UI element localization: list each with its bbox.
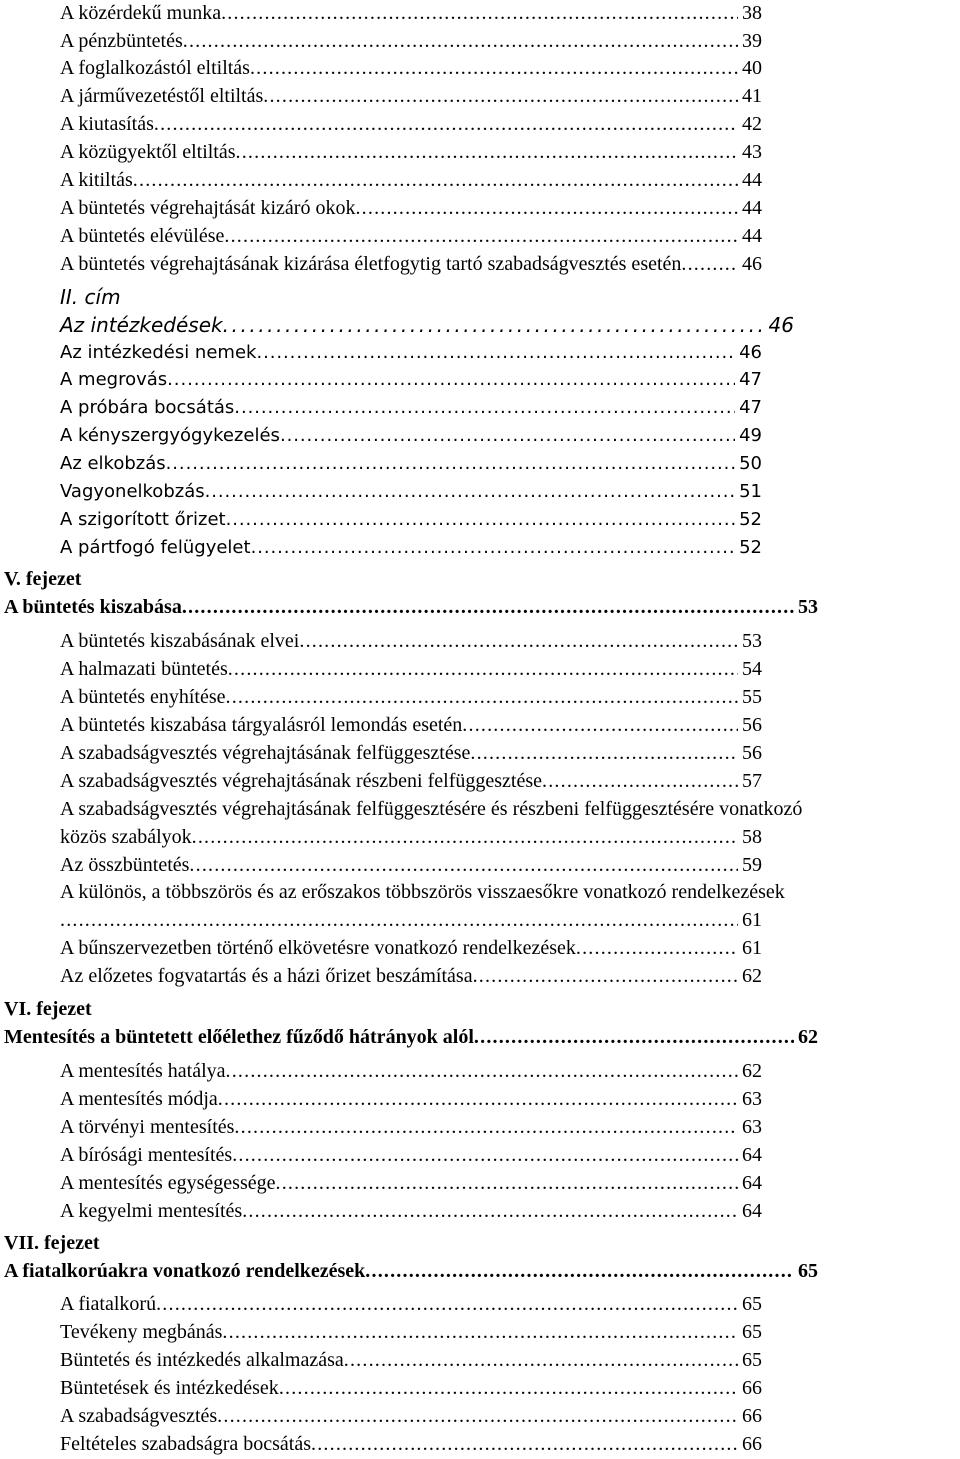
toc-entry-page: 53 (798, 596, 818, 618)
toc-entry-page: 55 (742, 686, 762, 708)
toc-entry-title: A pártfogó felügyelet (60, 537, 251, 558)
dot-leader (236, 139, 738, 165)
toc-entry (60, 907, 762, 933)
toc-entry (60, 740, 762, 766)
dot-leader (218, 1086, 738, 1112)
toc-entry-title: A szabadságvesztés végrehajtásának felfüggesztésére és részbeni felfüggesztésére vonatkozó (60, 798, 803, 820)
toc-entry-title: A bírósági mentesítés (60, 1144, 233, 1166)
toc-entry-title: V. fejezet (4, 568, 82, 590)
toc-entry-page: 44 (742, 169, 762, 191)
title-entry (60, 312, 794, 338)
toc-entry-title: A büntetés elévülése (60, 225, 225, 247)
dot-leader (224, 223, 738, 249)
toc-entry-page: 42 (742, 113, 762, 135)
toc-entry-title: Az összbüntetés (60, 854, 190, 876)
toc-entry-title: A közérdekű munka (60, 2, 222, 24)
toc-entry-page: 65 (798, 1260, 818, 1282)
toc-entry (60, 1086, 762, 1112)
toc-entry (60, 1142, 762, 1168)
toc-entry-page: 46 (742, 253, 762, 275)
dot-leader (474, 1024, 794, 1050)
toc-entry (60, 451, 762, 477)
toc-entry-page: 61 (742, 909, 762, 931)
toc-entry (60, 83, 762, 109)
dot-leader (242, 1198, 738, 1224)
toc-entry-page: 65 (742, 1321, 762, 1343)
toc-entry (60, 1114, 762, 1140)
dot-leader (167, 367, 735, 393)
toc-entry-page: 43 (742, 141, 762, 163)
toc-entry-title: A szabadságvesztés végrehajtásának felfüggesztése (60, 742, 471, 764)
dot-leader (355, 195, 738, 221)
toc-entry-page: 57 (742, 770, 762, 792)
dot-leader (542, 768, 738, 794)
dot-leader (344, 1347, 738, 1373)
dot-leader (462, 712, 738, 738)
toc-entry-title: A halmazati büntetés (60, 658, 228, 680)
toc-entry-page: 56 (742, 742, 762, 764)
dot-leader (299, 628, 738, 654)
toc-entry (60, 251, 762, 277)
toc-entry-page: 38 (742, 2, 762, 24)
toc-entry (60, 28, 762, 54)
toc-entry (60, 139, 762, 165)
toc-entry-page: 62 (742, 1060, 762, 1082)
dot-leader (154, 111, 738, 137)
toc-entry-title: A foglalkozástól eltiltás (60, 57, 250, 79)
toc-entry-title: Mentesítés a büntetett előélethez fűződő hátrányok alól (4, 1026, 474, 1048)
dot-leader (251, 535, 736, 561)
toc-entry-page: 65 (742, 1293, 762, 1315)
toc-entry-title: A megrovás (60, 369, 168, 390)
toc-entry (60, 479, 762, 505)
toc-entry-title: A járművezetéstől eltiltás (60, 85, 264, 107)
toc-entry (60, 824, 762, 850)
toc-entry-title: A fiatalkorú (60, 1293, 157, 1315)
dot-leader (223, 312, 765, 338)
toc-entry-page: 66 (742, 1433, 762, 1455)
toc-entry (60, 167, 762, 193)
dot-leader (221, 0, 738, 26)
toc-entry (60, 223, 762, 249)
toc-entry-title: A mentesítés egységessége (60, 1172, 276, 1194)
toc-entry (60, 423, 762, 449)
dot-leader (250, 55, 738, 81)
toc-entry-title: közös szabályok (60, 826, 192, 848)
dot-leader (234, 395, 735, 421)
toc-entry-page: 63 (742, 1116, 762, 1138)
toc-entry-page: 49 (739, 425, 762, 446)
toc-entry (60, 796, 802, 822)
toc-entry-title: II. cím (60, 285, 121, 309)
toc-entry-title: A büntetés végrehajtását kizáró okok (60, 197, 356, 219)
toc-entry-title: Az intézkedések (60, 313, 223, 337)
dot-leader (228, 656, 738, 682)
toc-entry-page: 62 (742, 965, 762, 987)
toc-entry (60, 1058, 762, 1084)
toc-entry-title: Tevékeny megbánás (60, 1321, 223, 1343)
chapter-heading (4, 566, 81, 592)
toc-entry (60, 111, 762, 137)
dot-leader (182, 594, 794, 620)
chapter-title-entry (4, 1024, 818, 1050)
dot-leader (192, 824, 738, 850)
toc-entry-page: 61 (742, 937, 762, 959)
toc-entry-title: A mentesítés módja (60, 1088, 218, 1110)
toc-entry-title: A bűnszervezetben történő elkövetésre vonatkozó rendelkezések (60, 937, 576, 959)
dot-leader (222, 1319, 738, 1345)
toc-entry (60, 535, 762, 561)
toc-entry-title: A szabadságvesztés (60, 1405, 218, 1427)
dot-leader (256, 340, 735, 366)
dot-leader (189, 852, 738, 878)
toc-entry (60, 935, 762, 961)
dot-leader (234, 1114, 738, 1140)
dot-leader (279, 1375, 738, 1401)
toc-entry-title: A törvényi mentesítés (60, 1116, 235, 1138)
dot-leader (60, 907, 738, 933)
toc-entry-page: 46 (739, 342, 762, 363)
toc-entry-title: Az előzetes fogvatartás és a házi őrizet beszámítása (60, 965, 473, 987)
toc-entry-page: 64 (742, 1200, 762, 1222)
chapter-heading (4, 1230, 100, 1256)
toc-entry-title: A kényszergyógykezelés (60, 425, 280, 446)
toc-entry-title: A szigorított őrizet (60, 509, 226, 530)
toc-entry (60, 1170, 762, 1196)
toc-entry-page: 64 (742, 1144, 762, 1166)
dot-leader (276, 1170, 739, 1196)
toc-entry (60, 0, 762, 26)
title-heading (60, 284, 121, 310)
dot-leader (183, 28, 738, 54)
toc-entry-title: Az intézkedési nemek (60, 342, 257, 363)
toc-entry (60, 712, 762, 738)
toc-entry-title: A kitiltás (60, 169, 133, 191)
dot-leader (166, 451, 735, 477)
toc-entry (60, 1375, 762, 1401)
dot-leader (232, 1142, 738, 1168)
toc-entry (60, 1198, 762, 1224)
toc-entry-page: 58 (742, 826, 762, 848)
toc-entry-title: Büntetések és intézkedések (60, 1377, 279, 1399)
toc-entry-title: A fiatalkorúakra vonatkozó rendelkezések (4, 1260, 366, 1282)
toc-entry (60, 507, 762, 533)
toc-entry-page: 50 (739, 453, 762, 474)
toc-entry-page: 64 (742, 1172, 762, 1194)
toc-entry (60, 1347, 762, 1373)
toc-entry-title: A próbára bocsátás (60, 397, 235, 418)
dot-leader (156, 1291, 738, 1317)
toc-entry (60, 768, 762, 794)
toc-entry (60, 1291, 762, 1317)
dot-leader (217, 1403, 738, 1429)
toc-entry-title: A szabadságvesztés végrehajtásának részbeni felfüggesztése (60, 770, 543, 792)
toc-entry-page: 39 (742, 30, 762, 52)
toc-entry-page: 44 (742, 225, 762, 247)
dot-leader (133, 167, 738, 193)
toc-entry-title: A büntetés végrehajtásának kizárása életfogytig tartó szabadságvesztés esetén (60, 253, 682, 275)
toc-entry (60, 367, 762, 393)
toc-entry-title: A pénzbüntetés (60, 30, 183, 52)
toc-entry-page: 47 (739, 397, 762, 418)
toc-entry-page: 52 (739, 509, 762, 530)
toc-entry-page: 44 (742, 197, 762, 219)
toc-entry (60, 395, 762, 421)
toc-entry-page: 62 (798, 1026, 818, 1048)
toc-entry-page: 52 (739, 537, 762, 558)
toc-entry (60, 1431, 762, 1457)
toc-entry (60, 340, 762, 366)
dot-leader (681, 251, 738, 277)
dot-leader (365, 1258, 794, 1284)
toc-entry (60, 195, 762, 221)
toc-entry-page: 53 (742, 630, 762, 652)
toc-entry-page: 41 (742, 85, 762, 107)
toc-entry-title: VI. fejezet (4, 998, 92, 1020)
toc-entry-page: 59 (742, 854, 762, 876)
dot-leader (263, 83, 738, 109)
toc-entry-title: A kiutasítás (60, 113, 154, 135)
chapter-title-entry (4, 1258, 818, 1284)
toc-entry (60, 628, 762, 654)
toc-entry-title: A mentesítés hatálya (60, 1060, 226, 1082)
toc-entry-page: 51 (739, 481, 762, 502)
toc-entry-page: 40 (742, 57, 762, 79)
toc-entry-title: A büntetés enyhítése (60, 686, 226, 708)
toc-entry-page: 54 (742, 658, 762, 680)
toc-entry-title: Büntetés és intézkedés alkalmazása (60, 1349, 344, 1371)
toc-entry-title: A büntetés kiszabásának elvei (60, 630, 300, 652)
toc-entry-page: 65 (742, 1349, 762, 1371)
toc-entry (60, 879, 785, 905)
dot-leader (280, 423, 735, 449)
dot-leader (311, 1431, 738, 1457)
toc-entry (60, 684, 762, 710)
toc-entry-title: A büntetés kiszabása tárgyalásról lemondás esetén (60, 714, 463, 736)
dot-leader (473, 963, 738, 989)
toc-entry-page: 66 (742, 1377, 762, 1399)
chapter-heading (4, 996, 92, 1022)
toc-entry-page: 47 (739, 369, 762, 390)
toc-entry-title: A közügyektől eltiltás (60, 141, 236, 163)
toc-entry-page: 66 (742, 1405, 762, 1427)
toc-entry-page: 56 (742, 714, 762, 736)
dot-leader (226, 507, 735, 533)
toc-entry-title: A kegyelmi mentesítés (60, 1200, 243, 1222)
toc-entry (60, 852, 762, 878)
toc-entry-title: VII. fejezet (4, 1232, 100, 1254)
toc-entry-title: Vagyonelkobzás (60, 481, 205, 502)
dot-leader (576, 935, 738, 961)
toc-entry (60, 1319, 762, 1345)
toc-entry-page: 63 (742, 1088, 762, 1110)
dot-leader (470, 740, 738, 766)
dot-leader (205, 479, 735, 505)
dot-leader (226, 684, 738, 710)
toc-entry-title: A különös, a többszörös és az erőszakos többszörös visszaesőkre vonatkozó rendelkezések (60, 881, 785, 903)
dot-leader (226, 1058, 738, 1084)
toc-entry-title: A büntetés kiszabása (4, 596, 182, 618)
toc-entry (60, 1403, 762, 1429)
toc-entry-page: 46 (768, 313, 794, 337)
toc-entry (60, 656, 762, 682)
toc-entry (60, 963, 762, 989)
toc-entry-title: Az elkobzás (60, 453, 166, 474)
toc-entry-title: Feltételes szabadságra bocsátás (60, 1433, 312, 1455)
toc-entry (60, 55, 762, 81)
chapter-title-entry (4, 594, 818, 620)
